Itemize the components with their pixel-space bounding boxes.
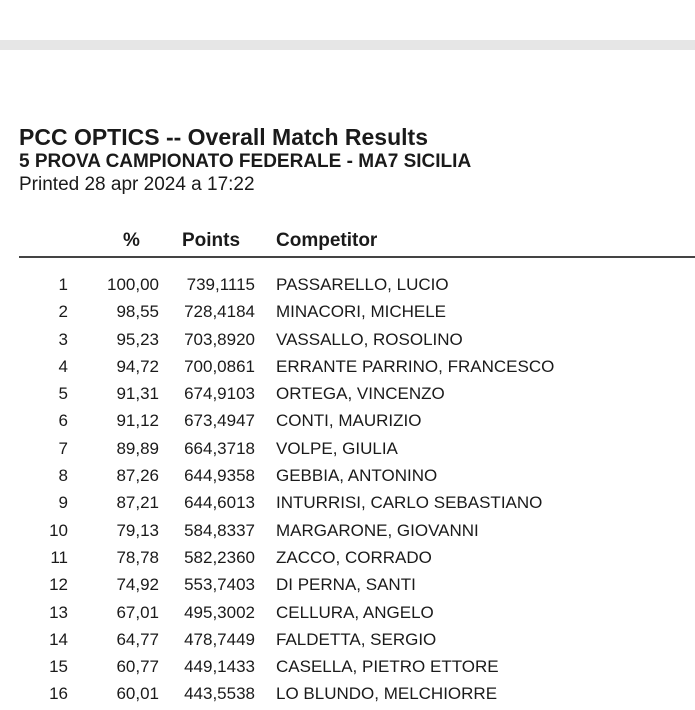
rank-cell: 1 [58, 275, 68, 294]
rank-cell: 8 [58, 466, 68, 486]
percent-cell: 95,23 [116, 329, 159, 349]
percent-cell: 64,77 [116, 629, 159, 649]
competitor-cell: INTURRISI, CARLO SEBASTIANO [276, 493, 543, 513]
table-row [0, 273, 695, 300]
competitor-cell: LO BLUNDO, MELCHIORRE [276, 684, 498, 704]
header-divider [19, 256, 695, 258]
percent-cell: 67,01 [116, 602, 159, 622]
points-cell: 673,4947 [184, 411, 255, 431]
table-row [0, 355, 695, 382]
rank-cell: 10 [49, 520, 68, 540]
points-cell: 449,1433 [184, 657, 255, 677]
competitor-cell: ZACCO, CORRADO [276, 547, 432, 567]
table-row [0, 437, 695, 464]
rank-cell: 16 [49, 684, 68, 704]
percent-cell: 94,72 [116, 356, 159, 376]
points-cell: 582,2360 [184, 547, 255, 567]
table-row [0, 491, 695, 518]
points-cell: 700,0861 [184, 356, 255, 376]
competitor-cell: CONTI, MAURIZIO [276, 411, 422, 431]
document-subtitle: 5 PROVA CAMPIONATO FEDERALE - MA7 SICILIA [19, 151, 472, 172]
rank-cell: 11 [50, 547, 68, 567]
table-row [0, 409, 695, 436]
document-title: PCC OPTICS -- Overall Match Results [19, 124, 428, 150]
column-header-competitor: Competitor [276, 230, 378, 251]
table-row [0, 382, 695, 409]
competitor-cell: CASELLA, PIETRO ETTORE [276, 657, 499, 677]
points-cell: 664,3718 [184, 438, 255, 458]
percent-cell: 79,13 [116, 520, 159, 540]
percent-cell: 91,12 [116, 411, 159, 431]
competitor-cell: GEBBIA, ANTONINO [276, 466, 438, 486]
competitor-cell: FALDETTA, SERGIO [276, 629, 437, 649]
points-cell: 495,3002 [184, 602, 255, 622]
competitor-cell: DI PERNA, SANTI [276, 575, 416, 595]
competitor-cell: PASSARELLO, LUCIO [276, 275, 449, 294]
points-cell: 644,9358 [184, 466, 255, 486]
percent-cell: 78,78 [116, 547, 159, 567]
competitor-cell: CELLURA, ANGELO [276, 602, 434, 622]
points-cell: 478,7449 [184, 629, 255, 649]
rank-cell: 2 [58, 302, 68, 322]
rank-cell: 15 [49, 657, 68, 677]
rank-cell: 13 [49, 602, 68, 622]
points-cell: 739,1115 [186, 275, 255, 294]
rank-cell: 6 [58, 411, 68, 431]
table-row [0, 682, 695, 709]
percent-cell: 60,77 [116, 657, 159, 677]
competitor-cell: VOLPE, GIULIA [276, 438, 398, 458]
rank-cell: 14 [49, 629, 68, 649]
rank-cell: 5 [58, 384, 68, 404]
column-header-percent: % [123, 230, 140, 251]
competitor-cell: MARGARONE, GIOVANNI [276, 520, 479, 540]
table-row [0, 628, 695, 655]
table-row [0, 655, 695, 682]
table-row [0, 546, 695, 573]
competitor-cell: ORTEGA, VINCENZO [276, 384, 445, 404]
printed-timestamp: Printed 28 apr 2024 a 17:22 [19, 174, 255, 195]
points-cell: 674,9103 [184, 384, 255, 404]
percent-cell: 74,92 [116, 575, 159, 595]
points-cell: 553,7403 [184, 575, 255, 595]
column-header-points: Points [182, 230, 241, 251]
points-cell: 703,8920 [184, 329, 255, 349]
rank-cell: 12 [49, 575, 68, 595]
table-row [0, 464, 695, 491]
rank-cell: 7 [58, 438, 68, 458]
points-cell: 443,5538 [184, 684, 255, 704]
points-cell: 728,4184 [184, 302, 255, 322]
rank-cell: 4 [58, 356, 68, 376]
competitor-cell: MINACORI, MICHELE [276, 302, 447, 322]
percent-cell: 60,01 [116, 684, 159, 704]
table-row [0, 519, 695, 546]
table-row [0, 328, 695, 355]
percent-cell: 100,00 [107, 275, 159, 294]
percent-cell: 91,31 [116, 384, 159, 404]
competitor-cell: VASSALLO, ROSOLINO [276, 329, 463, 349]
top-divider [0, 40, 695, 50]
percent-cell: 87,21 [116, 493, 159, 513]
points-cell: 644,6013 [184, 493, 255, 513]
percent-cell: 98,55 [116, 302, 159, 322]
table-row [0, 573, 695, 600]
rank-cell: 3 [58, 329, 68, 349]
table-row [0, 601, 695, 628]
rank-cell: 9 [58, 493, 68, 513]
results-table [0, 273, 695, 710]
percent-cell: 87,26 [116, 466, 159, 486]
table-row [0, 300, 695, 327]
percent-cell: 89,89 [116, 438, 159, 458]
points-cell: 584,8337 [184, 520, 255, 540]
top-band [0, 0, 695, 40]
competitor-cell: ERRANTE PARRINO, FRANCESCO [276, 356, 555, 376]
